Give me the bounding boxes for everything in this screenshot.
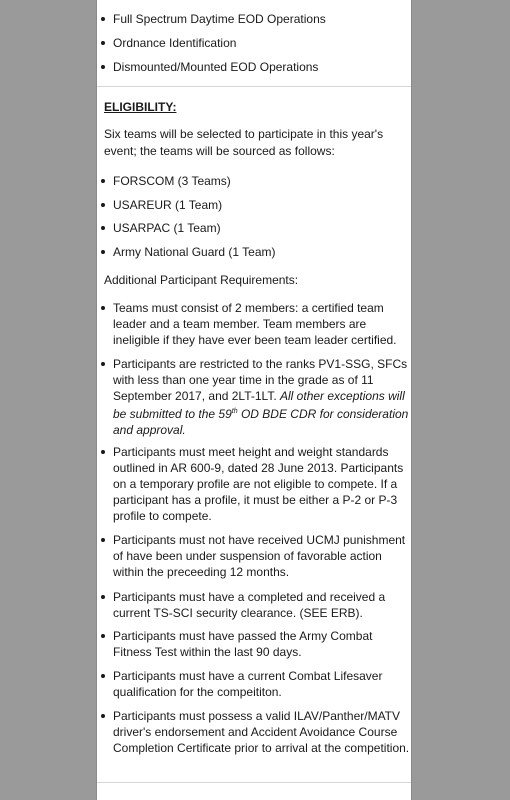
- document-page: [96, 0, 412, 800]
- list-item: Participants must have passed the Army Combat Fitness Test within the last 90 days.: [97, 628, 411, 660]
- list-item: Ordnance Identification: [97, 35, 412, 51]
- list-item: FORSCOM (3 Teams): [97, 173, 412, 189]
- requirement-text: Participants are restricted to the ranks PV1-SSG, SFCs with less than one year time in the grade as of 11 September 2017, and 2LT-1LT.: [113, 357, 408, 403]
- list-item: Dismounted/Mounted EOD Operations: [97, 59, 412, 75]
- requirement-italic-text: OD BDE CDR for consideration and approval.: [113, 407, 409, 437]
- list-item: Participants must possess a valid ILAV/Panther/MATV driver's endorsement and Accident Avoidance Course Completion Certificate prior to arrival at the competition.: [97, 708, 411, 756]
- list-item: Participants must not have received UCMJ punishment of have been under suspension of favorable action within the preceeding 12 months.: [97, 532, 411, 580]
- superscript: th: [231, 408, 238, 415]
- list-item: Participants must meet height and weight standards outlined in AR 600-9, dated 28 June 2013. Participants on a temporary profile are not eligible to compete. If a participant has a profile, it must be either a P-2 or P-3 profile to compete.: [97, 444, 411, 524]
- list-item: USARPAC (1 Team): [97, 220, 412, 236]
- list-item: Participants must have a current Combat Lifesaver qualification for the compeititon.: [97, 668, 411, 700]
- list-item: [97, 356, 411, 438]
- list-item: USAREUR (1 Team): [97, 197, 412, 213]
- section-divider: [97, 782, 411, 783]
- list-item: Army National Guard (1 Team): [97, 244, 412, 260]
- eligibility-heading: ELIGIBILITY:: [104, 100, 177, 114]
- eligibility-intro: Six teams will be selected to participate in this year's event; the teams will be sourced as follows:: [104, 127, 384, 158]
- additional-requirements-heading: Additional Participant Requirements:: [104, 273, 299, 287]
- list-item: Teams must consist of 2 members: a certified team leader and a team member. Team members are ineligible if they have ever been team leader certified.: [97, 300, 411, 348]
- list-item: Full Spectrum Daytime EOD Operations: [97, 11, 412, 27]
- list-item: Participants must have a completed and received a current TS-SCI security clearance. (SEE ERB).: [97, 589, 411, 621]
- section-divider: [97, 86, 411, 87]
- requirement-italic-text: All other exceptions will be submitted to the 59: [113, 389, 405, 421]
